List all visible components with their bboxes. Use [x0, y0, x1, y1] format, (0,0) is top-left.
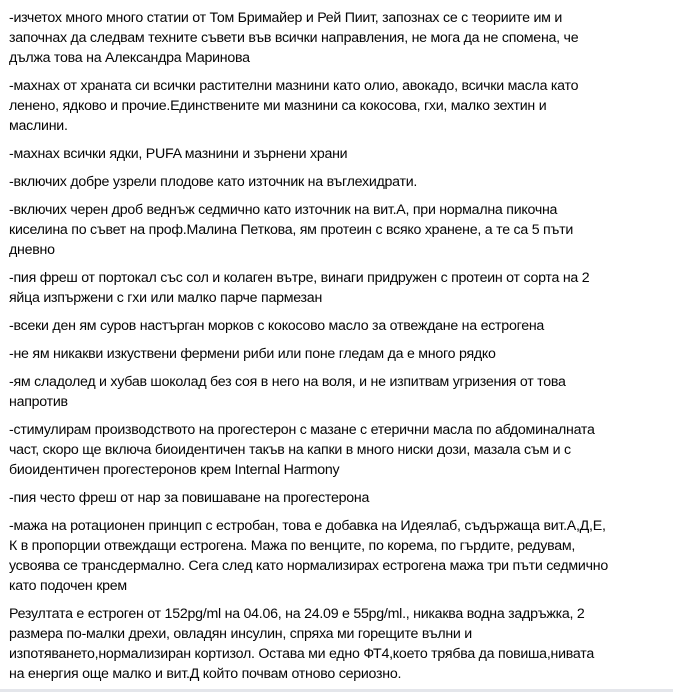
paragraph-line: -всеки ден ям суров настърган морков с кокосово масло за отвеждане на естрогена [9, 318, 545, 334]
post-paragraph [9, 200, 669, 260]
paragraph-line: дневно [9, 242, 55, 258]
paragraph-line: напротив [9, 394, 68, 410]
paragraph-line: -стимулирам производството на прогестерон с мазане с етерични масла по абдоминалната [9, 422, 595, 438]
paragraph-line: като подочен крем [9, 578, 127, 594]
post-paragraph [9, 144, 669, 164]
paragraph-line: ленено, ядково и прочие.Единствените ми мазнини са кокосова, гхи, малко зехтин и [9, 98, 547, 114]
post-paragraph [9, 604, 669, 684]
paragraph-line: -мажа на ротационен принцип с естробан, това е добавка на Идеялаб, съдържаща вит.А,Д,Е, [9, 518, 606, 534]
paragraph-line: -изчетох много много статии от Том Бримайер и Рей Пиит, запознах се с теориите им и [9, 10, 563, 26]
paragraph-line: Резултата е естроген от 152pg/ml на 04.06, на 24.09 е 55pg/ml., никаква водна задръжка, 2 [9, 606, 585, 622]
paragraph-line: дължа това на Александра Маринова [9, 50, 250, 66]
paragraph-line: изпотяването,нормализиран кортизол. Остава ми едно ФТ4,което трябва да повиша,нивата [9, 646, 594, 662]
paragraph-line: К в пропорции отвеждащи естрогена. Мажа по венците, по корема, по гърдите, редувам, [9, 538, 576, 554]
paragraph-line: -пия често фреш от нар за повишаване на прогестерона [9, 490, 370, 506]
post-paragraph [9, 420, 669, 480]
post-paragraph [9, 8, 669, 68]
paragraph-line: усвоява се трансдермално. Сега след като нормализирах естрогена мажа три пъти седмично [9, 558, 608, 574]
paragraph-line: яйца изпържени с гхи или малко парче пармезан [9, 290, 323, 306]
paragraph-line: -включих добре узрели плодове като източник на въглехидрати. [9, 174, 418, 190]
post-body [9, 8, 669, 692]
paragraph-line: -пия фреш от портокал със сол и колаген вътре, винаги придружен с протеин от сорта на 2 [9, 270, 590, 286]
paragraph-line: -махнах от храната си всички растителни мазнини като олио, авокадо, всички масла като [9, 78, 579, 94]
post-paragraph [9, 172, 669, 192]
post-paragraph [9, 516, 669, 596]
paragraph-line: киселина по съвет на проф.Малина Петкова, ям протеин с всяко хранене, а те са 5 пъти [9, 222, 574, 238]
post-paragraph [9, 268, 669, 308]
paragraph-line: маслини. [9, 118, 68, 134]
paragraph-line: размера по-малки дрехи, овладян инсулин, спряха ми горещите вълни и [9, 626, 472, 642]
paragraph-line: биоидентичен прогестеронов крем Internal Harmony [9, 462, 340, 478]
paragraph-line: -махнах всички ядки, PUFA мазнини и зърнени храни [9, 146, 348, 162]
post-paragraph [9, 488, 669, 508]
paragraph-line: -не ям никакви изкуствени фермени риби или поне гледам да е много рядко [9, 346, 496, 362]
paragraph-line: на енергия още малко и вит.Д който почвам отново сериозно. [9, 666, 402, 682]
post-paragraph [9, 344, 669, 364]
post-paragraph [9, 316, 669, 336]
paragraph-line: -ям сладолед и хубав шоколад без соя в него на воля, и не изпитвам угризения от това [9, 374, 566, 390]
post-paragraph [9, 372, 669, 412]
post-paragraph [9, 76, 669, 136]
paragraph-line: -включих черен дроб веднъж седмично като източник на вит.А, при нормална пикочна [9, 202, 558, 218]
paragraph-line: започнах да следвам техните съвети във всички направления, не мога да не спомена, че [9, 30, 579, 46]
paragraph-line: част, скоро ще включа биоидентичен такъв на капки в много ниски дози, мазала съм и с [9, 442, 571, 458]
